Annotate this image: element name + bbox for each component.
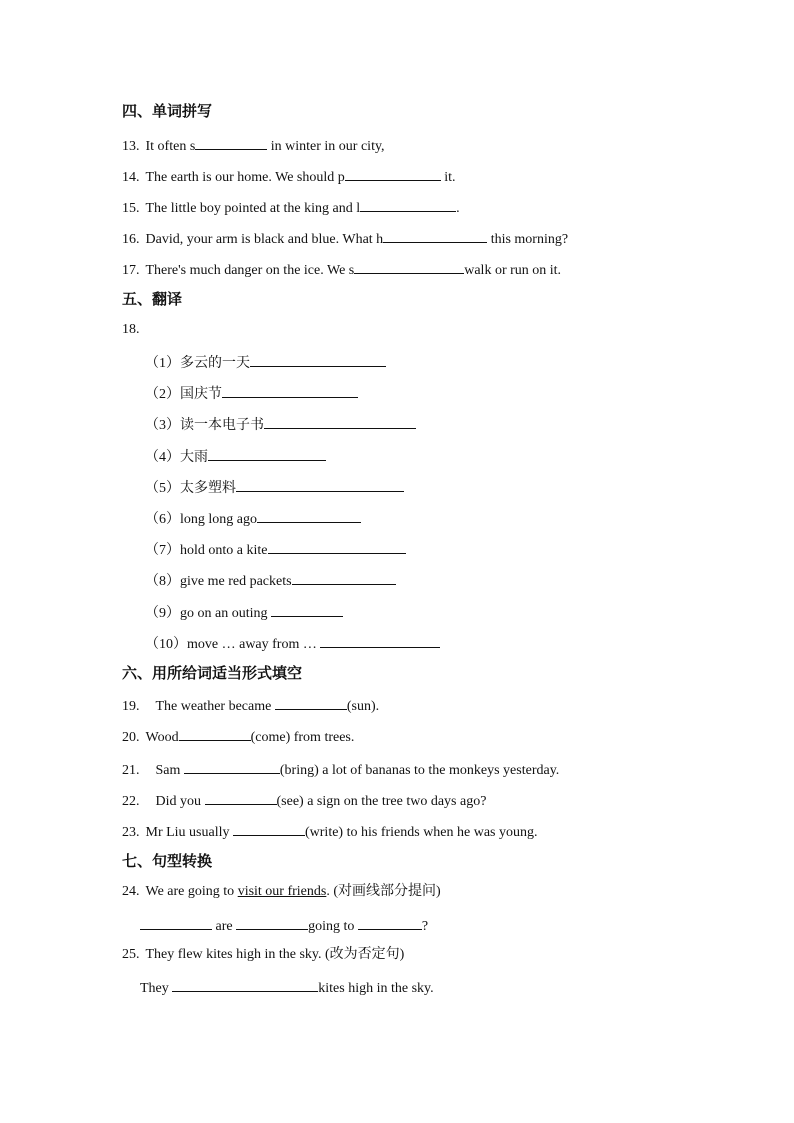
question-text: It often s [145,139,196,154]
translation-prompt: （7）hold onto a kite [145,543,268,558]
answer-text: going to [308,919,358,934]
question-number: 25. [122,947,140,962]
answer-blank[interactable] [140,916,212,930]
translation-item-7 [145,540,406,559]
translation-prompt: （6）long long ago [145,512,257,527]
answer-blank[interactable] [360,198,456,212]
question-number: 13. [122,139,140,154]
question-text: . (对画线部分提问) [326,884,441,899]
answer-blank[interactable] [268,540,406,554]
question-text: . [456,201,460,216]
answer-text: are [212,919,237,934]
question-number: 24. [122,884,140,899]
question-21 [122,760,559,779]
question-23 [122,822,538,841]
question-text: in winter in our city, [267,139,385,154]
translation-prompt: （4）大雨 [145,450,208,465]
question-number: 15. [122,201,140,216]
translation-item-9 [145,603,343,622]
translation-item-6 [145,509,361,528]
section6-heading: 六、用所给词适当形式填空 [122,664,303,682]
answer-text: kites high in the sky. [318,981,434,996]
translation-item-2 [145,384,358,403]
question-text: We are going to [145,884,238,899]
answer-blank[interactable] [184,760,280,774]
question-text: The earth is our home. We should p [145,170,345,185]
question-17 [122,260,561,279]
question-text: Mr Liu usually [145,825,233,840]
question-16 [122,229,568,248]
answer-blank[interactable] [250,353,386,367]
question-text: Wood [145,730,179,745]
translation-prompt: （10）move … away from … [145,637,321,652]
section5-heading: 五、翻译 [122,290,183,308]
answer-blank[interactable] [292,571,396,585]
answer-blank[interactable] [195,136,267,150]
question-19 [122,696,379,715]
answer-blank[interactable] [205,791,277,805]
answer-blank[interactable] [179,727,251,741]
answer-blank[interactable] [172,978,318,992]
answer-blank[interactable] [257,509,361,523]
translation-item-4 [145,447,326,466]
question-text: Sam [155,763,184,778]
translation-prompt: （8）give me red packets [145,574,292,589]
question-22 [122,791,486,810]
answer-blank[interactable] [233,822,305,836]
translation-prompt: （1）多云的一天 [145,356,250,371]
answer-text: They [140,981,173,996]
question-text: The little boy pointed at the king and l [145,201,361,216]
translation-item-8 [145,571,396,590]
question-text: this morning? [487,232,569,247]
question-number: 14. [122,170,140,185]
question-25 [122,947,404,963]
answer-blank[interactable] [236,916,308,930]
question-number: 21. [122,763,140,778]
translation-item-10 [145,634,440,653]
translation-prompt: （9）go on an outing [145,606,271,621]
question-text: David, your arm is black and blue. What h [145,232,384,247]
answer-blank[interactable] [208,447,326,461]
question-number: 18. [122,322,140,337]
question-15 [122,198,460,217]
answer-blank[interactable] [222,384,358,398]
answer-blank[interactable] [236,478,404,492]
question-text: it. [440,170,456,185]
question-24 [122,884,441,900]
question-number: 16. [122,232,140,247]
answer-blank[interactable] [383,229,487,243]
answer-text: ? [421,919,429,934]
translation-prompt: （5）太多塑料 [145,481,236,496]
question-number: 19. [122,699,140,714]
translation-prompt: （3）读一本电子书 [145,418,264,433]
question-text: Did you [155,794,205,809]
question-text: The weather became [155,699,275,714]
answer-blank[interactable] [354,260,464,274]
question-text: They flew kites high in the sky. (改为否定句) [145,947,405,962]
translation-item-5 [145,478,404,497]
question-14 [122,167,456,186]
underlined-phrase: visit our friends [237,884,327,899]
answer-blank[interactable] [264,415,416,429]
question-text: There's much danger on the ice. We s [145,263,355,278]
answer-blank[interactable] [275,696,347,710]
question-number: 20. [122,730,140,745]
question-text: (come) from trees. [250,730,355,745]
question-24-answer [140,916,428,935]
answer-blank[interactable] [320,634,440,648]
translation-prompt: （2）国庆节 [145,387,222,402]
question-text: (write) to his friends when he was young. [305,825,538,840]
question-text: (see) a sign on the tree two days ago? [276,794,487,809]
question-25-answer [140,978,434,997]
translation-item-1 [145,353,386,372]
question-text: (bring) a lot of bananas to the monkeys yesterday. [279,763,560,778]
section7-heading: 七、句型转换 [122,852,213,870]
question-text: (sun). [346,699,380,714]
question-number: 22. [122,794,140,809]
answer-blank[interactable] [345,167,441,181]
question-number: 23. [122,825,140,840]
translation-item-3 [145,415,416,434]
answer-blank[interactable] [358,916,422,930]
question-13 [122,136,385,155]
answer-blank[interactable] [271,603,343,617]
question-number: 17. [122,263,140,278]
question-20 [122,727,354,746]
question-text: walk or run on it. [464,263,562,278]
section4-heading: 四、单词拼写 [122,102,213,120]
